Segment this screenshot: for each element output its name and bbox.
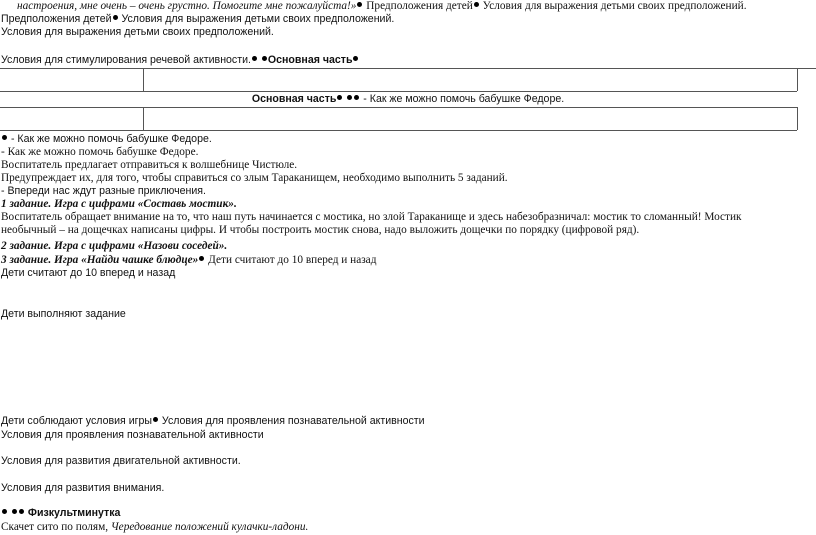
bullet-icon (2, 509, 7, 514)
bullet-icon (252, 56, 257, 61)
line-11: Воспитатель обращает внимание на то, что наш путь начинается с мостика, но злой Тараканище и здесь набезобразничал: мостик то сломанный! Мостик (1, 211, 742, 223)
line-4: Условия для стимулирования речевой активности. Основная часть (1, 54, 359, 67)
table-border (797, 107, 798, 130)
line-20: Условия для развития внимания. (1, 482, 165, 494)
line-9: - Впереди нас ждут разные приключения. (1, 185, 206, 197)
bullet-icon (12, 509, 17, 514)
line-10: 1 задание. Игра с цифрами «Составь мостик». (1, 198, 237, 210)
line-5: - Как же можно помочь бабушке Федоре. (1, 133, 212, 146)
line-8: Предупреждает их, для того, чтобы справиться со злым Тараканищем, необходимо выполнить 5 заданий. (1, 172, 508, 184)
line-6: - Как же можно помочь бабушке Федоре. (1, 146, 199, 158)
bullet-icon (113, 15, 118, 20)
table-border (797, 68, 798, 91)
table-border (0, 130, 797, 131)
line-17: Дети соблюдают условия игры Условия для проявления познавательной активности (1, 415, 425, 427)
table-row-heading: Основная часть - Как же можно помочь бабушке Федоре. (251, 93, 565, 105)
bullet-icon (262, 56, 267, 61)
bullet-icon (354, 95, 359, 100)
table-border (143, 107, 144, 130)
line-7: Воспитатель предлагает отправиться к волшебнице Чистюле. (1, 159, 298, 171)
line-21: Физкультминутка (1, 507, 120, 520)
bullet-icon (347, 95, 352, 100)
line-14: 3 задание. Игра «Найди чашке блюдце» Дети считают до 10 вперед и назад (1, 254, 377, 266)
line-16: Дети выполняют задание (1, 308, 126, 320)
bullet-icon (474, 2, 479, 7)
line-18: Условия для проявления познавательной активности (1, 429, 264, 441)
bullet-icon (153, 417, 158, 422)
line-12: необычный – на дощечках написаны цифры. И чтобы построить мостик снова, надо выложить дощечки по порядку (цифровой ряд). (1, 224, 640, 236)
line-3: Условия для выражения детьми своих предположений. (1, 26, 274, 38)
bullet-icon (199, 256, 204, 261)
line-2: Предположения детей Условия для выражения детьми своих предположений. (1, 13, 395, 25)
bullet-icon (19, 509, 24, 514)
table-border (0, 68, 816, 69)
table-border (0, 107, 797, 108)
line-13: 2 задание. Игра с цифрами «Назови соседей». (1, 240, 228, 252)
bullet-icon (353, 56, 358, 61)
line-15: Дети считают до 10 вперед и назад (1, 267, 176, 279)
bullet-icon (357, 2, 362, 7)
table-border (143, 68, 144, 91)
table-border (0, 91, 797, 92)
bullet-icon (2, 135, 7, 140)
bullet-icon (337, 95, 342, 100)
line-1: настроения, мне очень – очень грустно. Помогите мне пожалуйста!» Предположения детей Условия для выражения детьми своих предположений. (17, 0, 747, 12)
line-19: Условия для развития двигательной активности. (1, 455, 241, 467)
line-22: Скачет сито по полям, Чередование положений кулачки-ладони. (1, 521, 309, 533)
